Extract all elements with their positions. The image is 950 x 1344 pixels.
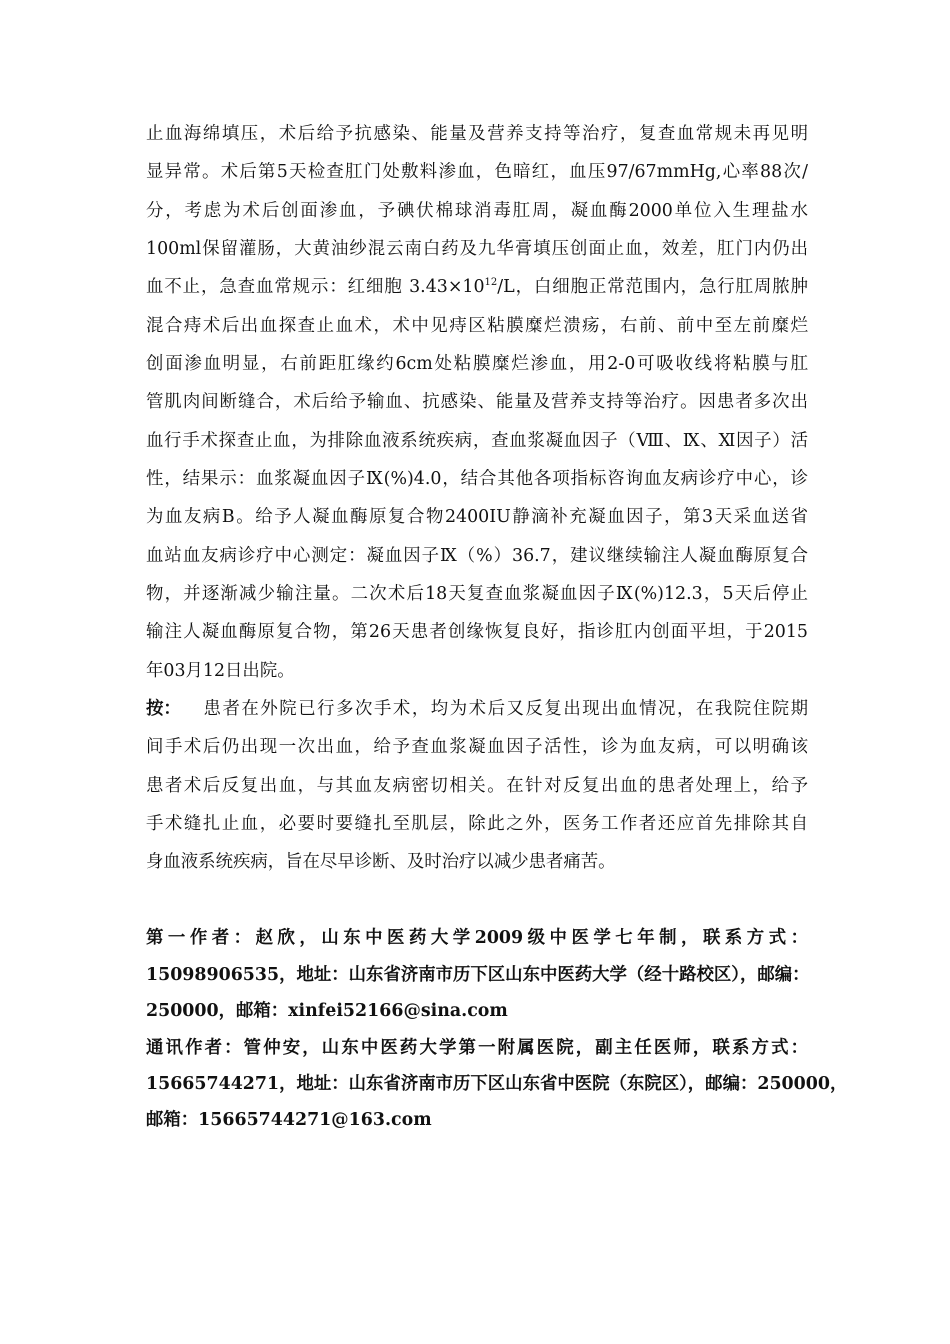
body-line: 物，并逐渐减少输注量。二次术后18天复查血浆凝血因子Ⅸ(%)12.3，5天后停止 [146, 584, 808, 604]
author-line: 第一作者：赵欣，山东中医药大学2009级中医学七年制，联系方式： [146, 928, 808, 948]
note-label: 按： [146, 699, 181, 719]
note-line: 手术缝扎止血，必要时要缝扎至肌层，除此之外，医务工作者还应首先排除其自 [146, 814, 808, 834]
body-line [146, 275, 808, 299]
body-line: 创面渗血明显，右前距肛缘约6cm处粘膜糜烂渗血，用2-0可吸收线将粘膜与肛 [146, 354, 808, 374]
body-line: 输注人凝血酶原复合物，第26天患者创缘恢复良好，指诊肛内创面平坦，于2015 [146, 622, 808, 642]
author-line: 15665744271，地址：山东省济南市历下区山东省中医院（东院区），邮编：250000， [146, 1074, 848, 1094]
author-line: 邮箱：15665744271@163.com [146, 1110, 432, 1130]
body-line: 管肌肉间断缝合，术后给予输血、抗感染、能量及营养支持等治疗。因患者多次出 [146, 392, 808, 412]
note-text: 患者在外院已行多次手术，均为术后又反复出现出血情况，在我院住院期 [202, 699, 808, 719]
author-line: 15098906535，地址：山东省济南市历下区山东中医药大学（经十路校区），邮编： [146, 965, 810, 985]
body-line: 年03月12日出院。 [146, 661, 295, 681]
body-line: 为血友病B。给予人凝血酶原复合物2400IU静滴补充凝血因子，第3天采血送省 [146, 507, 808, 527]
note-line [146, 697, 808, 721]
note-line: 身血液系统疾病，旨在尽早诊断、及时治疗以减少患者痛苦。 [146, 852, 616, 872]
body-line: 显异常。术后第5天检查肛门处敷料渗血，色暗红，血压97/67mmHg,心率88次/ [146, 162, 808, 182]
rbc-exponent: 12 [484, 277, 498, 289]
body-line: 分，考虑为术后创面渗血，予碘伏棉球消毒肛周，凝血酶2000单位入生理盐水 [146, 201, 808, 221]
note-line: 患者术后反复出血，与其血友病密切相关。在针对反复出血的患者处理上，给予 [146, 776, 808, 796]
body-line: 性，结果示：血浆凝血因子Ⅸ(%)4.0，结合其他各项指标咨询血友病诊疗中心，诊 [146, 469, 808, 489]
body-line: 混合痔术后出血探查止血术，术中见痔区粘膜糜烂溃疡，右前、前中至左前糜烂 [146, 316, 808, 336]
body-line: 血行手术探查止血，为排除血液系统疾病，查血浆凝血因子（Ⅷ、Ⅸ、Ⅺ因子）活 [146, 431, 808, 451]
rbc-text: 血不止，急查血常规示：红细胞 3.43×10 [146, 277, 485, 297]
note-line: 间手术后仍出现一次出血，给予查血浆凝血因子活性，诊为血友病，可以明确该 [146, 737, 808, 757]
author-line: 通讯作者：管仲安，山东中医药大学第一附属医院，副主任医师，联系方式： [146, 1038, 808, 1058]
rbc-tail: /L，白细胞正常范围内，急行肛周脓肿 [497, 277, 808, 297]
body-line: 止血海绵填压，术后给予抗感染、能量及营养支持等治疗，复查血常规未再见明 [146, 124, 808, 144]
author-line: 250000，邮箱：xinfei52166@sina.com [146, 1001, 508, 1021]
body-line: 血站血友病诊疗中心测定：凝血因子Ⅸ（%）36.7，建议继续输注人凝血酶原复合 [146, 546, 808, 566]
body-line: 100ml保留灌肠，大黄油纱混云南白药及九华膏填压创面止血，效差，肛门内仍出 [146, 239, 808, 259]
